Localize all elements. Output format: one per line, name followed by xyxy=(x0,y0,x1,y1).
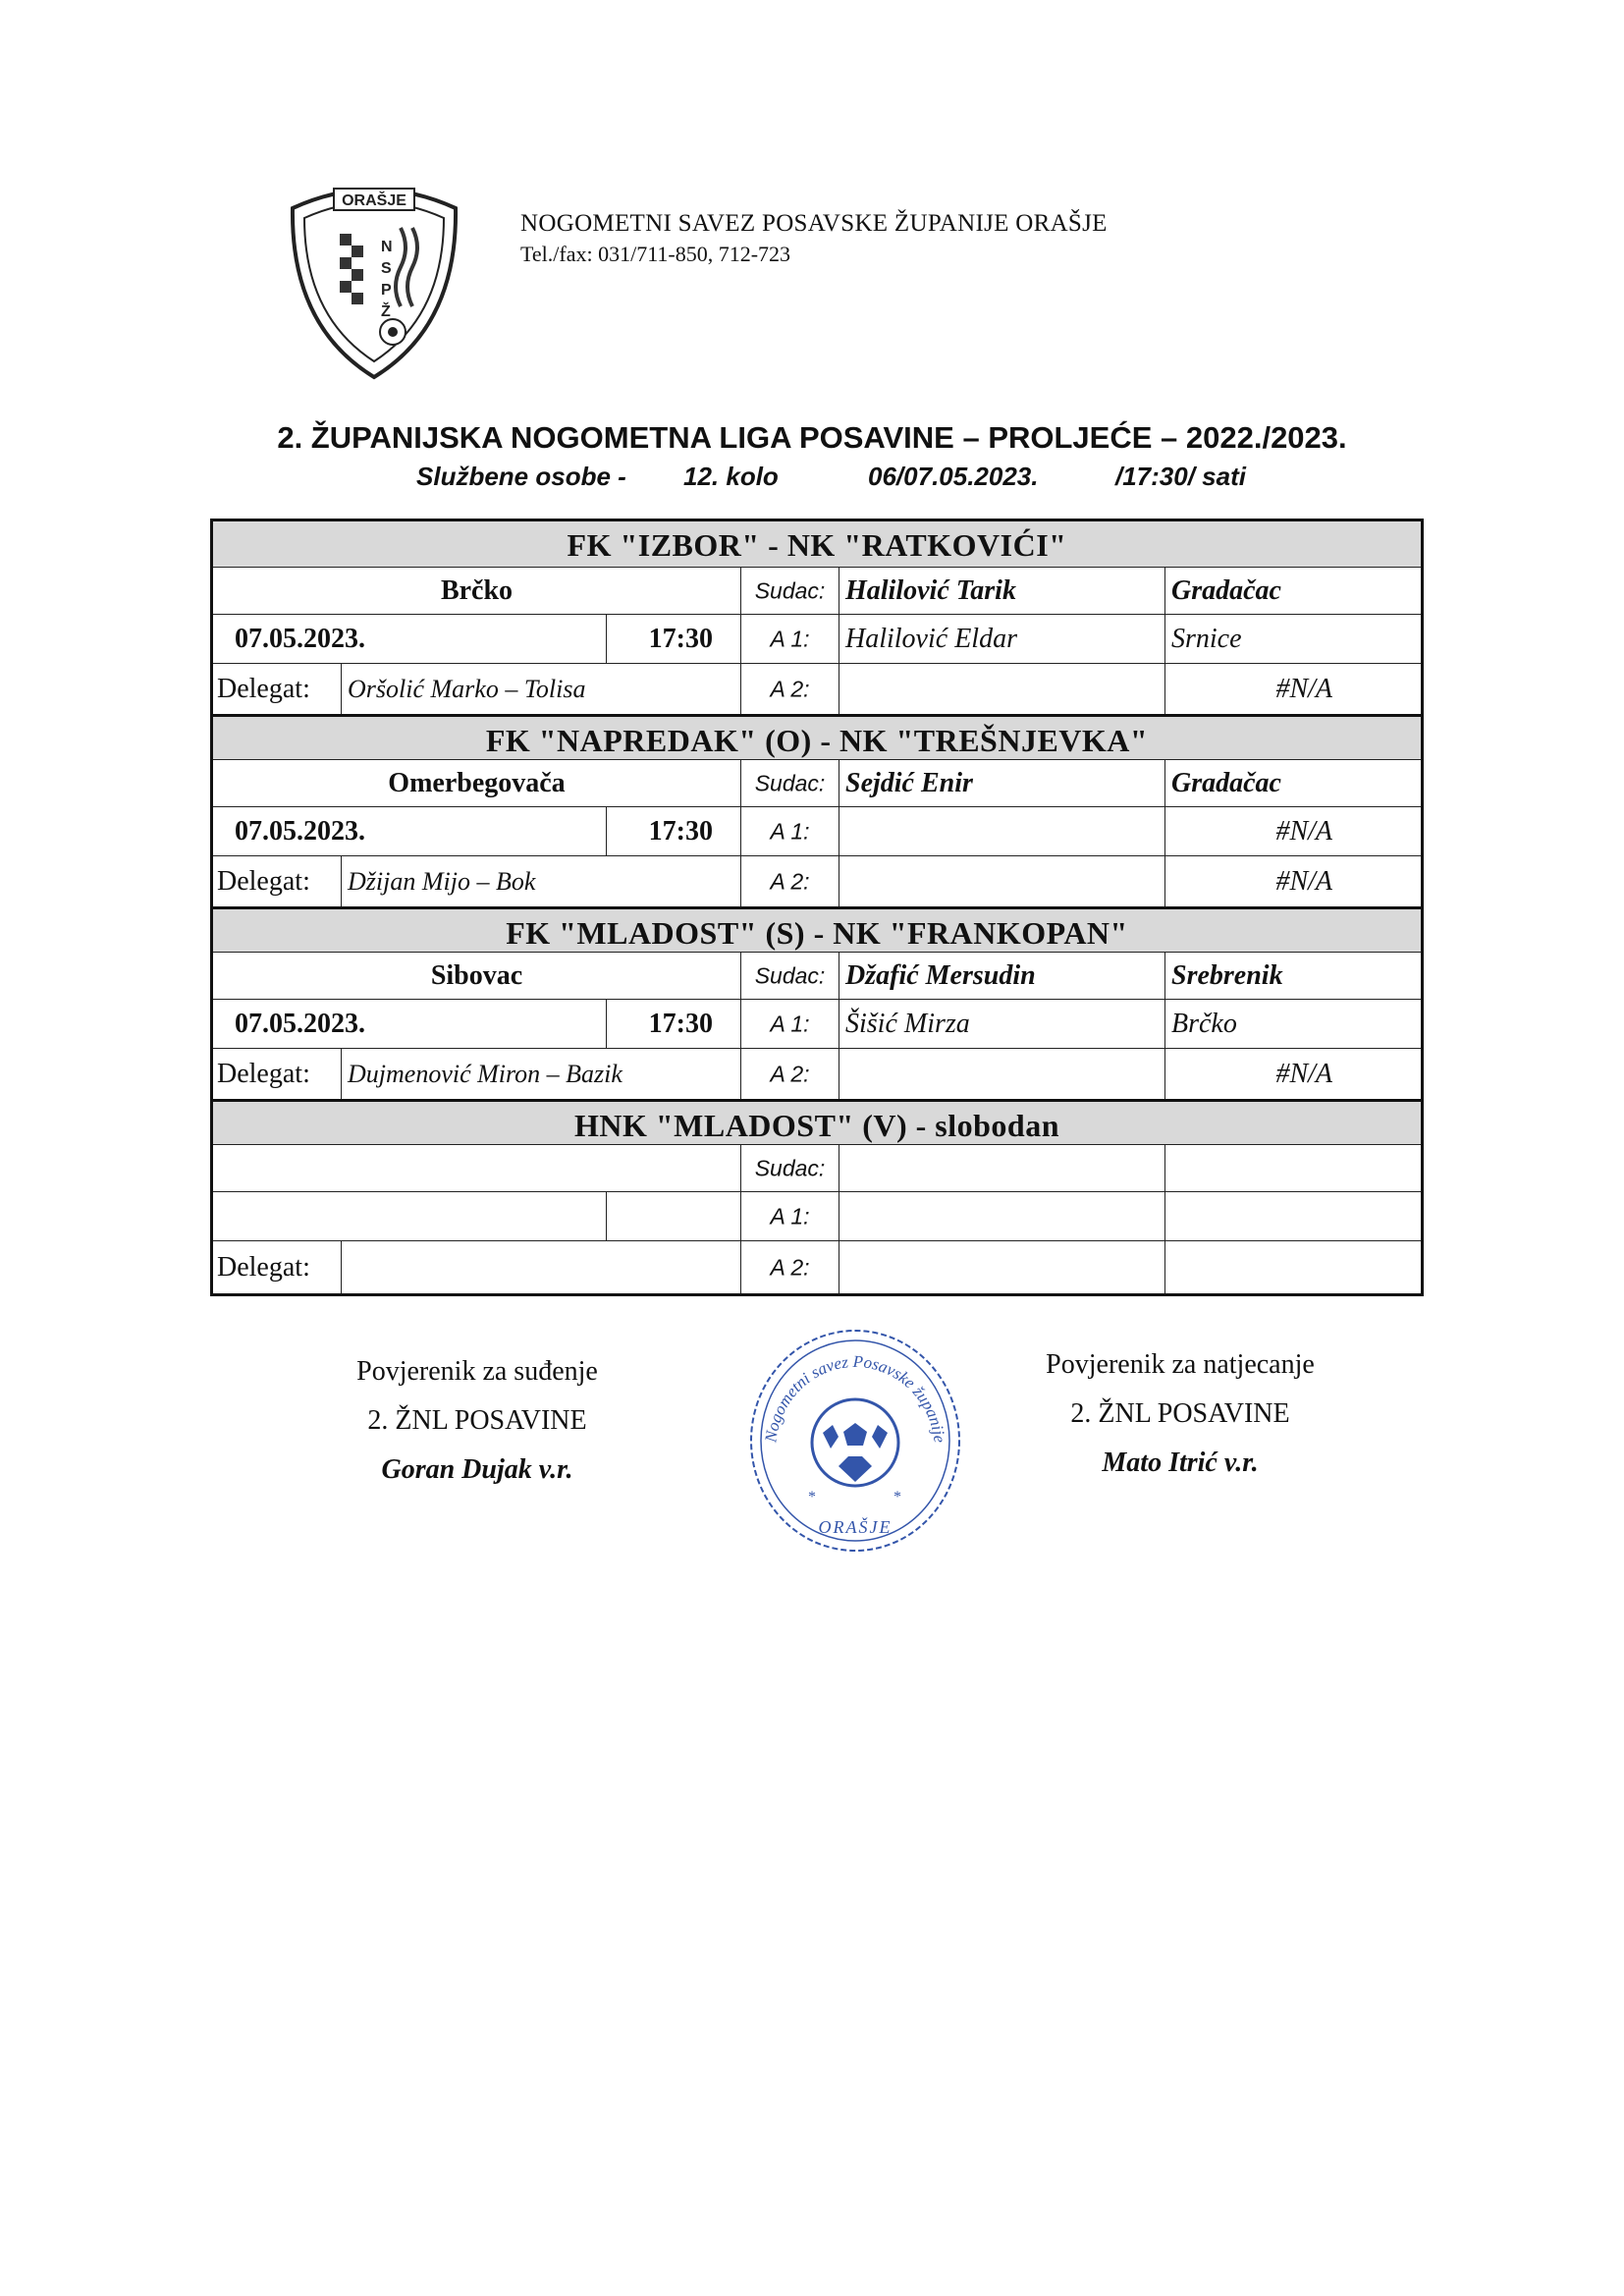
match-title: FK "NAPREDAK" (O) - NK "TREŠNJEVKA" xyxy=(485,723,1149,758)
match-time: 17:30 xyxy=(648,1008,713,1039)
referee-place: Gradačac xyxy=(1171,574,1281,606)
league-title: 2. ŽUPANIJSKA NOGOMETNA LIGA POSAVINE – PROLJEĆE – 2022./2023. xyxy=(277,420,1347,455)
svg-text:N: N xyxy=(381,239,393,255)
a2-label: A 2: xyxy=(770,1254,810,1280)
svg-text:S: S xyxy=(381,260,392,277)
subtitle-round: 12. kolo xyxy=(683,462,779,491)
a1-name: Halilović Eldar xyxy=(845,623,1017,654)
match-time: 17:30 xyxy=(648,815,713,847)
referee-place: Srebrenik xyxy=(1171,959,1283,991)
svg-text:P: P xyxy=(381,282,392,299)
match-title: HNK "MLADOST" (V) - slobodan xyxy=(573,1108,1060,1143)
referee-name: Sejdić Enir xyxy=(845,767,973,798)
referee-row xyxy=(213,567,1421,614)
delegate-label: Delegat: xyxy=(217,1058,310,1089)
match-block xyxy=(213,906,1421,1099)
svg-text:*: * xyxy=(808,1489,816,1505)
delegate-name: Džijan Mijo – Bok xyxy=(348,866,536,896)
match-title: FK "IZBOR" - NK "RATKOVIĆI" xyxy=(567,527,1067,563)
a1-label: A 1: xyxy=(770,818,810,844)
referee-label: Sudac: xyxy=(754,1155,826,1180)
match-block xyxy=(213,714,1421,906)
subtitle-time: /17:30/ sati xyxy=(1115,462,1246,491)
delegate-label: Delegat: xyxy=(217,1251,310,1283)
match-date: 07.05.2023. xyxy=(235,623,365,654)
a2-label: A 2: xyxy=(770,676,810,701)
commissioner-signature: Mato Itrić v.r. xyxy=(1102,1448,1259,1478)
svg-text:Ž: Ž xyxy=(381,303,391,320)
referee-row xyxy=(213,952,1421,999)
referee-row xyxy=(213,759,1421,806)
delegate-label: Delegat: xyxy=(217,865,310,897)
match-title: FK "MLADOST" (S) - NK "FRANKOPAN" xyxy=(506,915,1128,951)
commissioner-title: Povjerenik za suđenje xyxy=(356,1356,598,1387)
referee-label: Sudac: xyxy=(754,770,826,795)
org-name: NOGOMETNI SAVEZ POSAVSKE ŽUPANIJE ORAŠJE xyxy=(520,210,1108,237)
org-contact: Tel./fax: 031/711-850, 712-723 xyxy=(520,242,791,266)
svg-text:*: * xyxy=(893,1489,901,1505)
referee-name: Halilović Tarik xyxy=(845,574,1016,606)
commissioner-league: 2. ŽNL POSAVINE xyxy=(1070,1398,1290,1429)
a1-place: #N/A xyxy=(1275,815,1332,847)
official-stamp xyxy=(744,1323,966,1558)
a1-label: A 1: xyxy=(770,1011,810,1036)
subtitle-dates: 06/07.05.2023. xyxy=(868,462,1039,491)
delegate-name: Dujmenović Miron – Bazik xyxy=(348,1059,623,1088)
delegate-label: Delegat: xyxy=(217,673,310,704)
match-time: 17:30 xyxy=(648,623,713,654)
a2-place: #N/A xyxy=(1275,865,1332,897)
delegate-name: Oršolić Marko – Tolisa xyxy=(348,674,586,703)
svg-text:ORAŠJE: ORAŠJE xyxy=(818,1517,893,1537)
fixtures-table xyxy=(210,519,1424,1296)
referee-name: Džafić Mersudin xyxy=(845,959,1036,991)
competition-commissioner xyxy=(994,1340,1367,1488)
federation-logo xyxy=(283,179,465,381)
match-header xyxy=(213,714,1421,759)
a2-place: #N/A xyxy=(1275,1058,1332,1089)
commissioner-league: 2. ŽNL POSAVINE xyxy=(367,1405,587,1436)
a2-label: A 2: xyxy=(770,868,810,894)
a2-row xyxy=(213,1240,1421,1293)
commissioner-signature: Goran Dujak v.r. xyxy=(381,1454,573,1485)
referee-row xyxy=(213,1144,1421,1191)
subtitle-label: Službene osobe - xyxy=(416,462,626,491)
referee-label: Sudac: xyxy=(754,962,826,988)
svg-text:Nogometni savez Posavske župan: Nogometni savez Posavske županije xyxy=(761,1351,949,1445)
match-header xyxy=(213,906,1421,952)
a2-row xyxy=(213,855,1421,906)
svg-text:ORAŠJE: ORAŠJE xyxy=(342,192,406,209)
a1-label: A 1: xyxy=(770,1203,810,1229)
match-header xyxy=(213,1099,1421,1144)
match-date: 07.05.2023. xyxy=(235,1008,365,1039)
a1-place: Srnice xyxy=(1171,623,1242,654)
match-date: 07.05.2023. xyxy=(235,815,365,847)
commissioner-title: Povjerenik za natjecanje xyxy=(1046,1349,1315,1380)
a1-place: Brčko xyxy=(1171,1008,1237,1039)
venue: Sibovac xyxy=(430,959,523,991)
a1-name: Šišić Mirza xyxy=(845,1008,970,1039)
a1-row xyxy=(213,806,1421,855)
a2-label: A 2: xyxy=(770,1061,810,1086)
a2-place: #N/A xyxy=(1275,673,1332,704)
a1-row xyxy=(213,999,1421,1048)
referee-label: Sudac: xyxy=(754,577,826,603)
match-block xyxy=(213,521,1421,714)
a2-row xyxy=(213,1048,1421,1099)
a2-row xyxy=(213,663,1421,714)
match-header xyxy=(213,521,1421,567)
referee-commissioner xyxy=(291,1347,664,1495)
a1-row xyxy=(213,614,1421,663)
referee-place: Gradačac xyxy=(1171,767,1281,798)
a1-row xyxy=(213,1191,1421,1240)
venue: Omerbegovača xyxy=(388,767,566,798)
a1-label: A 1: xyxy=(770,626,810,651)
match-block xyxy=(213,1099,1421,1293)
venue: Brčko xyxy=(440,574,514,606)
